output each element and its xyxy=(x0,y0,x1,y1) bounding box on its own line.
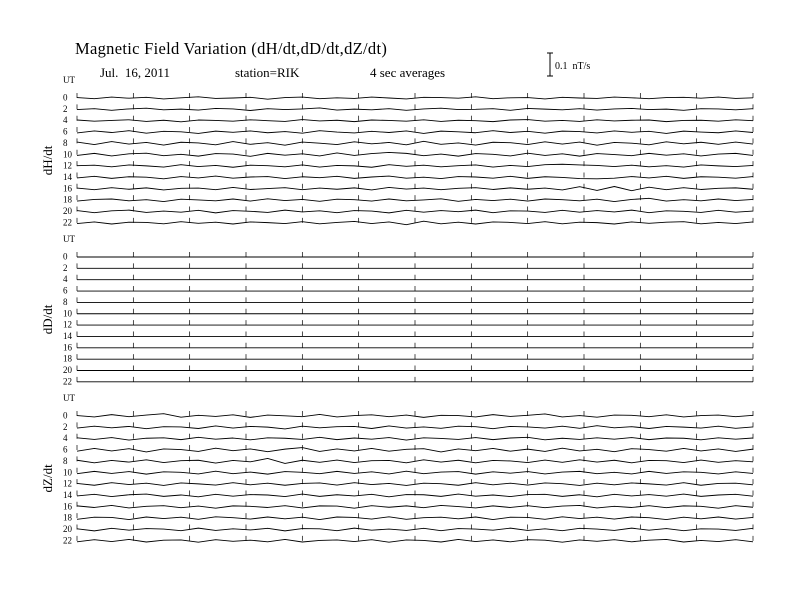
row-ut-label: 10 xyxy=(63,467,72,478)
row-ut-label: 0 xyxy=(63,410,68,421)
row-ut-label: 10 xyxy=(63,308,72,319)
row-ut-label: 16 xyxy=(63,501,72,512)
row-ut-label: 20 xyxy=(63,365,72,375)
row-ut-label: 14 xyxy=(63,330,72,341)
panel-y-axis-label: dZ/dt xyxy=(40,464,55,493)
row-ut-label: 0 xyxy=(63,92,68,103)
ut-axis-label: UT xyxy=(63,234,75,244)
row-ut-label: 0 xyxy=(63,251,68,262)
row-ut-label: 8 xyxy=(63,137,68,148)
averaging-label: 4 sec averages xyxy=(370,65,446,80)
row-ut-label: 8 xyxy=(63,296,68,307)
row-ut-label: 6 xyxy=(63,285,68,296)
row-ut-label: 16 xyxy=(63,342,72,353)
row-ut-label: 4 xyxy=(63,433,68,444)
row-ut-label: 14 xyxy=(63,489,72,500)
row-ut-label: 10 xyxy=(63,149,72,160)
row-ut-label: 22 xyxy=(63,217,72,228)
ut-axis-label: UT xyxy=(63,393,75,403)
row-ut-label: 14 xyxy=(63,171,72,182)
row-ut-label: 16 xyxy=(63,183,72,194)
row-ut-label: 4 xyxy=(63,115,68,126)
row-ut-label: 12 xyxy=(63,319,72,330)
row-ut-label: 2 xyxy=(63,421,68,432)
row-ut-label: 20 xyxy=(63,524,72,534)
station-label: station=RIK xyxy=(235,65,300,80)
scale-bar-label: 0.1 nT/s xyxy=(555,61,591,72)
chart-title: Magnetic Field Variation (dH/dt,dD/dt,dZ/dt) xyxy=(75,39,388,58)
row-ut-label: 20 xyxy=(63,206,72,216)
row-ut-label: 22 xyxy=(63,535,72,546)
row-ut-label: 2 xyxy=(63,262,68,273)
row-ut-label: 18 xyxy=(63,194,72,205)
panel-y-axis-label: dH/dt xyxy=(40,145,55,176)
row-ut-label: 4 xyxy=(63,274,68,285)
row-ut-label: 18 xyxy=(63,512,72,523)
row-ut-label: 6 xyxy=(63,444,68,455)
row-ut-label: 18 xyxy=(63,353,72,364)
row-ut-label: 12 xyxy=(63,160,72,171)
row-ut-label: 8 xyxy=(63,455,68,466)
ut-axis-label: UT xyxy=(63,75,75,85)
row-ut-label: 2 xyxy=(63,103,68,114)
row-ut-label: 12 xyxy=(63,478,72,489)
panel-y-axis-label: dD/dt xyxy=(40,304,55,335)
date-label: Jul. 16, 2011 xyxy=(100,65,170,80)
row-ut-label: 22 xyxy=(63,376,72,387)
row-ut-label: 6 xyxy=(63,126,68,137)
